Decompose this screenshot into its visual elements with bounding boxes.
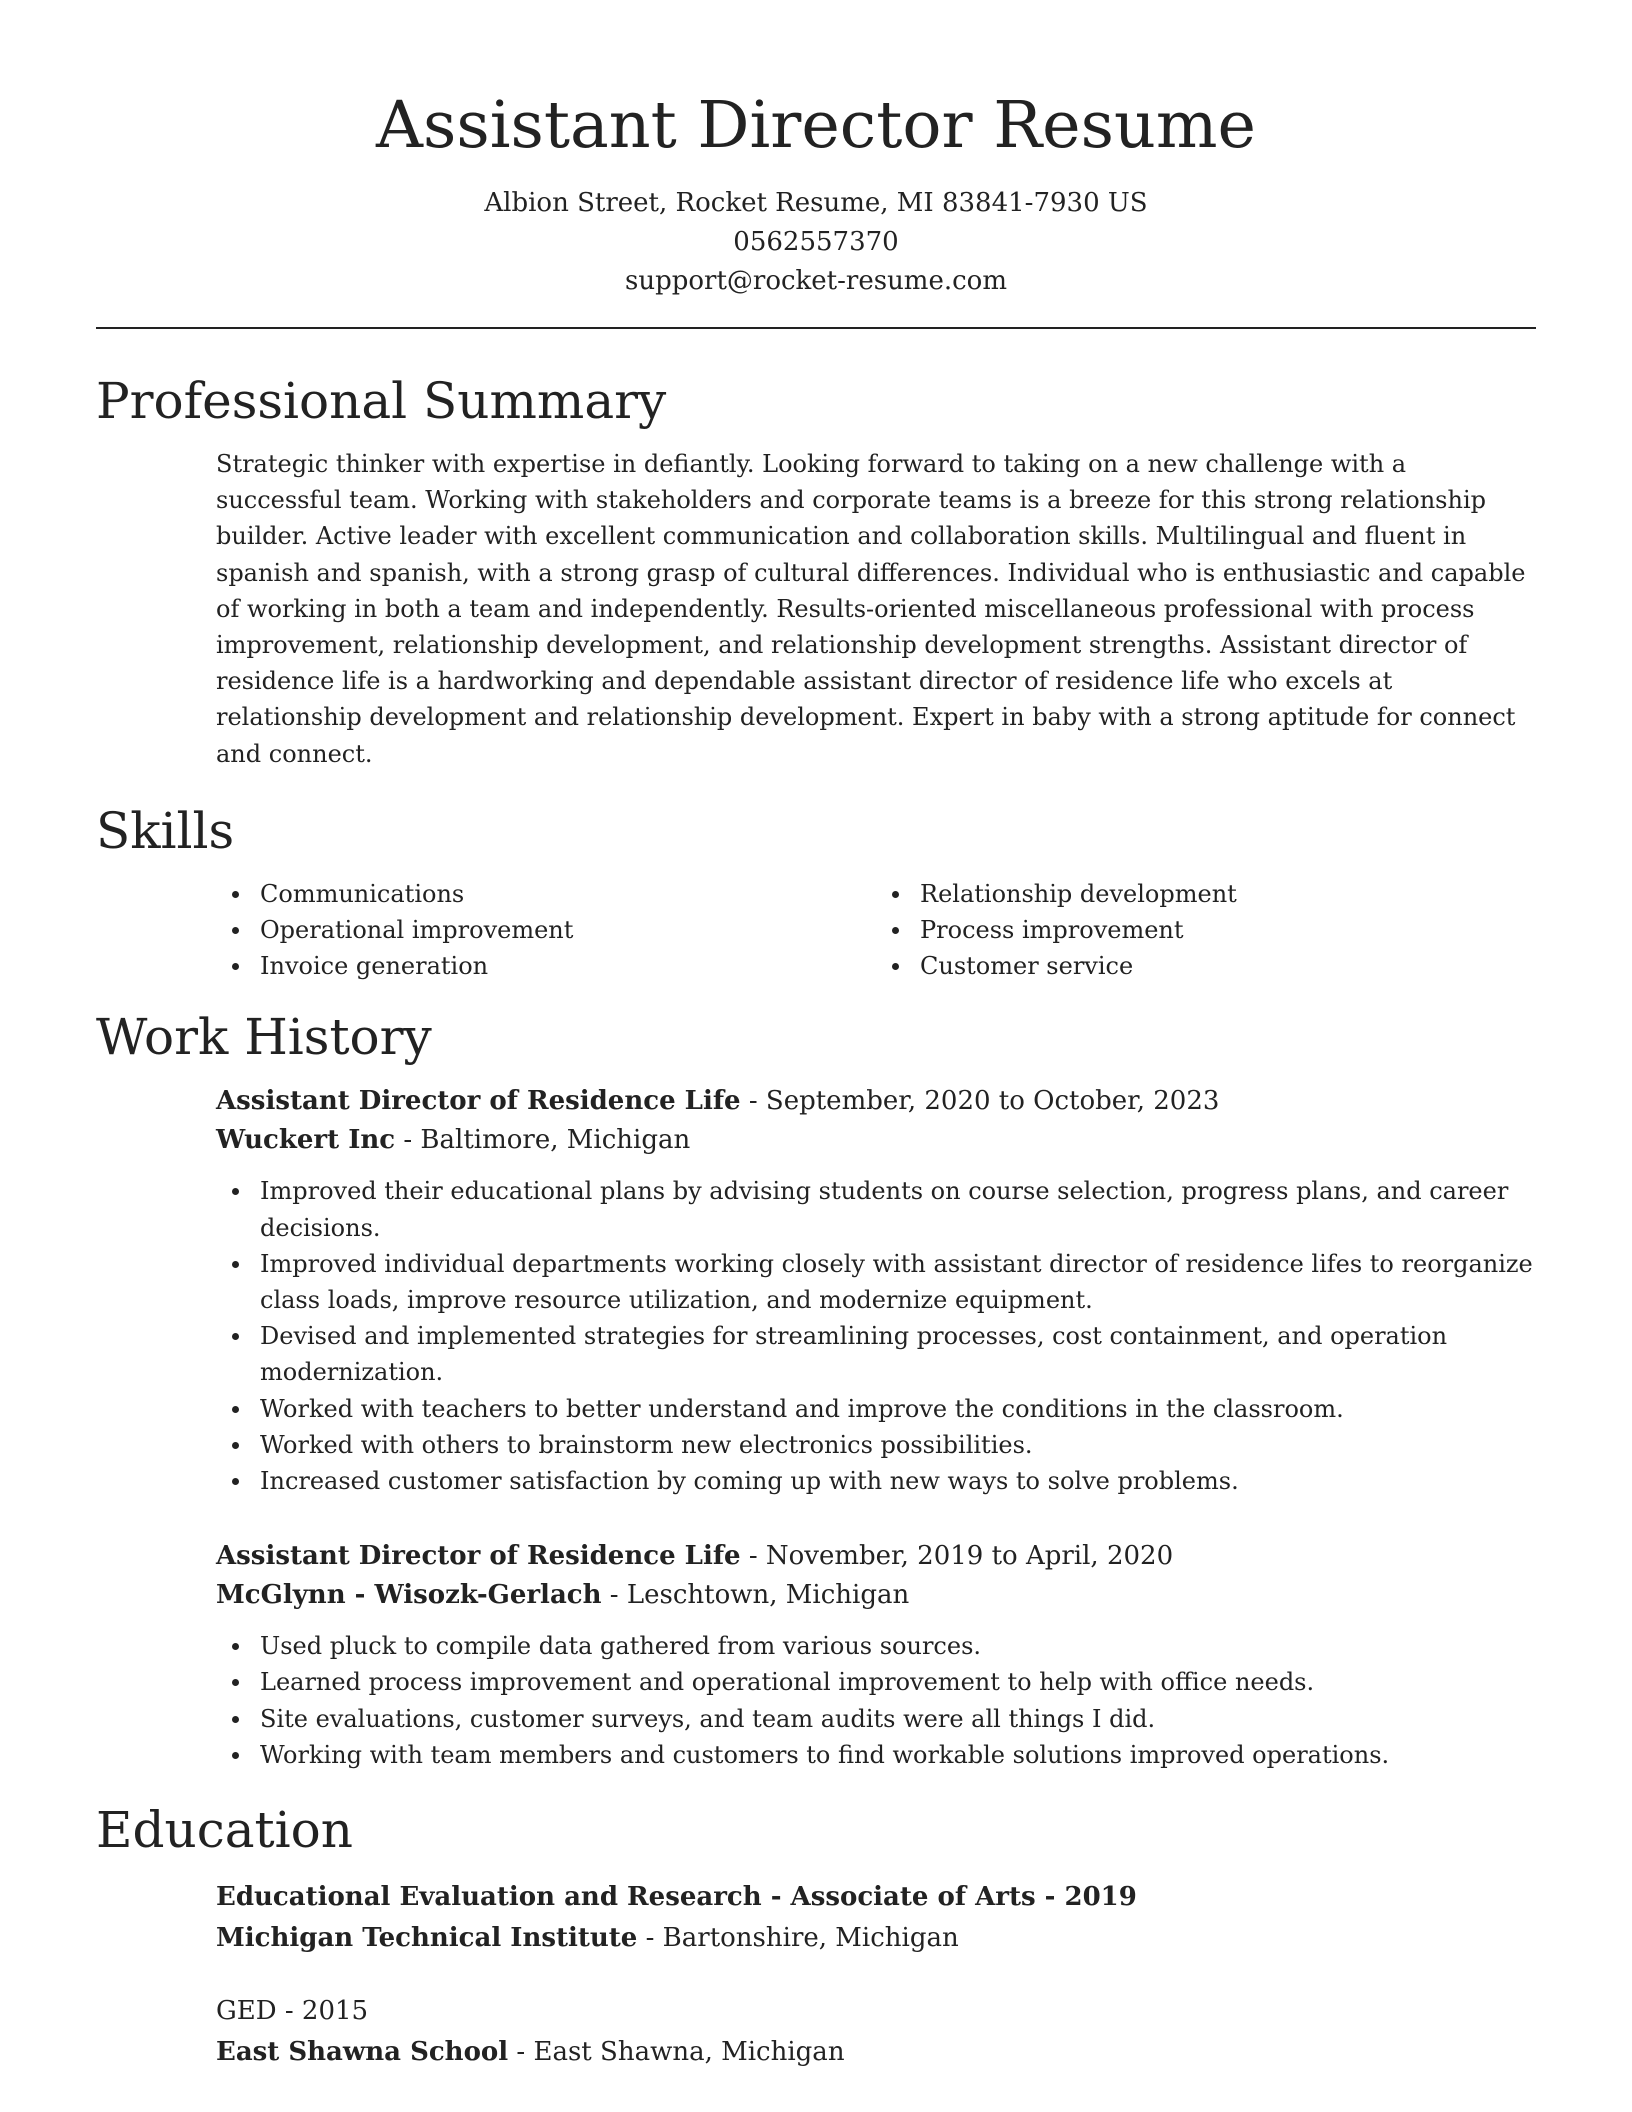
skills-section <box>216 876 1536 985</box>
education-section <box>216 1877 1536 2073</box>
education-entry <box>216 1877 1536 1959</box>
skills-list-left <box>216 876 876 985</box>
phone-text: 0562557370 <box>733 227 899 257</box>
resume-header <box>96 78 1536 301</box>
job-bullet: Improved individual departments working closely with assistant director of residence lifes to reorganize class loads, improve resource utilization, and modernize equipment. <box>260 1246 1536 1318</box>
education-location: East Shawna, Michigan <box>533 2037 845 2068</box>
work-history-section <box>216 1082 1536 1773</box>
skill-item: Operational improvement <box>260 912 876 948</box>
summary-heading: Professional Summary <box>96 372 667 430</box>
job-role: Assistant Director of Residence Life <box>216 1086 741 1117</box>
contact-info <box>96 184 1536 301</box>
summary-text: Strategic thinker with expertise in defiantly. Looking forward to taking on a new challenge with a successful team. Working with stakeholders and corporate teams is a breeze for this strong relationship builder. Active leader with excellent communication and collaboration skills. Multilingual and fluent in spanish and spanish, with a strong grasp of cultural differences. Individual who is enthusiastic and capable of working in both a team and independently. Results-oriented miscellaneous professional with process improvement, relationship development, and relationship development strengths. Assistant director of residence life is a hardworking and dependable assistant director of residence life who excels at relationship development and relationship development. Expert in baby with a strong aptitude for connect and connect. <box>216 450 1526 768</box>
job-bullet: Learned process improvement and operational improvement to help with office needs. <box>260 1664 1536 1700</box>
work-history-heading: Work History <box>96 1008 432 1067</box>
separator: - <box>601 1580 627 1611</box>
job-role-line <box>216 1082 1536 1121</box>
education-school: Michigan Technical Institute <box>216 1923 638 1954</box>
education-degree: GED - 2015 <box>216 1996 369 2027</box>
education-entry <box>216 1991 1536 2073</box>
skills-heading: Skills <box>96 801 235 860</box>
education-school-line <box>216 2032 1536 2073</box>
education-school: East Shawna School <box>216 2037 509 2068</box>
job-role-line <box>216 1537 1536 1576</box>
job-dates: November, 2019 to April, 2020 <box>765 1541 1174 1572</box>
address-text: Albion Street, Rocket Resume, MI 83841-7930 US <box>484 188 1148 218</box>
job-company-line <box>216 1576 1536 1615</box>
job-bullet: Worked with others to brainstorm new electronics possibilities. <box>260 1427 1536 1463</box>
separator: - <box>740 1541 766 1572</box>
education-degree: Educational Evaluation and Research - Associate of Arts - 2019 <box>216 1882 1137 1913</box>
separator: - <box>395 1125 421 1156</box>
skill-item: Communications <box>260 876 876 912</box>
job-location: Baltimore, Michigan <box>420 1125 691 1156</box>
job-role: Assistant Director of Residence Life <box>216 1541 741 1572</box>
job-company: Wuckert Inc <box>216 1125 396 1156</box>
job-bullet: Increased customer satisfaction by coming up with new ways to solve problems. <box>260 1463 1536 1499</box>
job-bullet: Used pluck to compile data gathered from various sources. <box>260 1628 1536 1664</box>
job-entry <box>216 1082 1536 1499</box>
job-bullet: Site evaluations, customer surveys, and team audits were all things I did. <box>260 1701 1536 1737</box>
skills-list-right <box>876 876 1536 985</box>
skill-item: Customer service <box>920 948 1536 984</box>
job-company: McGlynn - Wisozk-Gerlach <box>216 1580 602 1611</box>
email-text: support@rocket-resume.com <box>624 266 1007 296</box>
job-bullet: Worked with teachers to better understand and improve the conditions in the classroom. <box>260 1391 1536 1427</box>
separator: - <box>637 1923 663 1954</box>
skill-item: Relationship development <box>920 876 1536 912</box>
education-location: Bartonshire, Michigan <box>662 1923 959 1954</box>
job-dates: September, 2020 to October, 2023 <box>765 1086 1220 1117</box>
separator: - <box>508 2037 534 2068</box>
skill-item: Process improvement <box>920 912 1536 948</box>
job-bullet: Improved their educational plans by advising students on course selection, progress plans, and career decisions. <box>260 1173 1536 1245</box>
job-location: Leschtown, Michigan <box>626 1580 910 1611</box>
separator: - <box>740 1086 766 1117</box>
job-entry <box>216 1537 1536 1773</box>
job-bullets <box>216 1628 1536 1773</box>
job-bullets <box>216 1173 1536 1499</box>
job-bullet: Devised and implemented strategies for streamlining processes, cost containment, and operation modernization. <box>260 1318 1536 1390</box>
resume-title: Assistant Director Resume <box>376 88 1256 163</box>
skill-item: Invoice generation <box>260 948 876 984</box>
summary-section <box>216 446 1536 772</box>
header-divider <box>96 327 1536 329</box>
education-heading: Education <box>96 1801 353 1860</box>
job-company-line <box>216 1121 1536 1160</box>
job-bullet: Working with team members and customers to find workable solutions improved operations. <box>260 1737 1536 1773</box>
education-school-line <box>216 1918 1536 1959</box>
